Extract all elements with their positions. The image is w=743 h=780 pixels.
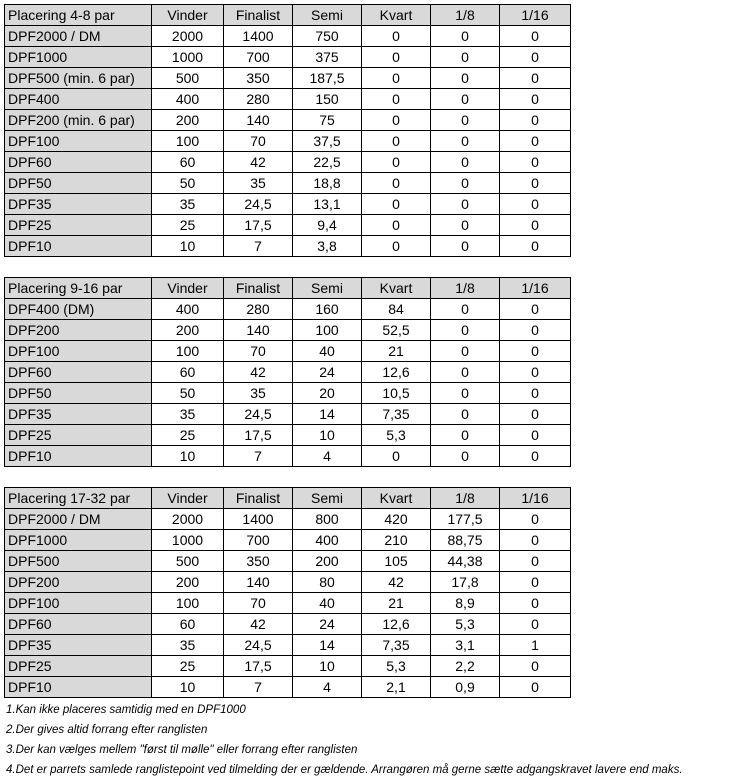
points-cell: 200 bbox=[152, 320, 224, 341]
points-cell: 42 bbox=[224, 614, 293, 635]
table-row bbox=[5, 299, 571, 320]
column-header: Kvart bbox=[362, 5, 431, 26]
points-cell: 210 bbox=[362, 530, 431, 551]
table-row bbox=[5, 635, 571, 656]
table-row bbox=[5, 383, 571, 404]
table-title: Placering 9-16 par bbox=[5, 278, 152, 299]
table-row bbox=[5, 593, 571, 614]
points-cell: 420 bbox=[362, 509, 431, 530]
points-cell: 12,6 bbox=[362, 362, 431, 383]
column-header: Vinder bbox=[152, 278, 224, 299]
points-cell: 75 bbox=[293, 110, 362, 131]
tournament-name: DPF50 bbox=[5, 173, 152, 194]
points-cell: 42 bbox=[224, 152, 293, 173]
points-cell: 0 bbox=[431, 362, 500, 383]
points-cell: 0 bbox=[362, 446, 431, 467]
points-cell: 0 bbox=[500, 677, 571, 698]
points-cell: 40 bbox=[293, 593, 362, 614]
table-row bbox=[5, 173, 571, 194]
tournament-name: DPF35 bbox=[5, 404, 152, 425]
tournament-name: DPF100 bbox=[5, 341, 152, 362]
tournament-name: DPF25 bbox=[5, 215, 152, 236]
points-cell: 140 bbox=[224, 110, 293, 131]
points-cell: 0 bbox=[500, 551, 571, 572]
points-cell: 0 bbox=[500, 572, 571, 593]
points-cell: 0 bbox=[431, 47, 500, 68]
table-row bbox=[5, 656, 571, 677]
points-cell: 0 bbox=[431, 404, 500, 425]
points-cell: 1400 bbox=[224, 509, 293, 530]
points-cell: 60 bbox=[152, 152, 224, 173]
tournament-name: DPF60 bbox=[5, 362, 152, 383]
points-cell: 14 bbox=[293, 635, 362, 656]
points-cell: 0 bbox=[500, 194, 571, 215]
points-cell: 0 bbox=[431, 446, 500, 467]
tournament-name: DPF200 (min. 6 par) bbox=[5, 110, 152, 131]
points-cell: 0 bbox=[500, 89, 571, 110]
points-cell: 60 bbox=[152, 614, 224, 635]
table-row bbox=[5, 320, 571, 341]
points-cell: 350 bbox=[224, 551, 293, 572]
table-row bbox=[5, 215, 571, 236]
column-header: 1/8 bbox=[431, 278, 500, 299]
points-cell: 2,1 bbox=[362, 677, 431, 698]
points-cell: 2,2 bbox=[431, 656, 500, 677]
header-row bbox=[5, 488, 571, 509]
tournament-name: DPF25 bbox=[5, 656, 152, 677]
table-row bbox=[5, 26, 571, 47]
tournament-name: DPF35 bbox=[5, 635, 152, 656]
points-cell: 187,5 bbox=[293, 68, 362, 89]
points-cell: 18,8 bbox=[293, 173, 362, 194]
points-cell: 37,5 bbox=[293, 131, 362, 152]
tournament-name: DPF25 bbox=[5, 425, 152, 446]
points-cell: 40 bbox=[293, 341, 362, 362]
tournament-name: DPF100 bbox=[5, 593, 152, 614]
points-cell: 0 bbox=[362, 68, 431, 89]
points-cell: 50 bbox=[152, 173, 224, 194]
points-cell: 0 bbox=[362, 131, 431, 152]
points-cell: 10,5 bbox=[362, 383, 431, 404]
footnote-2: 2.Der gives altid forrang efter ranglisten bbox=[6, 724, 208, 736]
points-cell: 84 bbox=[362, 299, 431, 320]
tournament-name: DPF2000 / DM bbox=[5, 509, 152, 530]
points-cell: 0 bbox=[500, 341, 571, 362]
table-row bbox=[5, 236, 571, 257]
table-row bbox=[5, 614, 571, 635]
column-header: Kvart bbox=[362, 488, 431, 509]
points-cell: 10 bbox=[293, 656, 362, 677]
points-cell: 0 bbox=[431, 152, 500, 173]
points-cell: 52,5 bbox=[362, 320, 431, 341]
points-cell: 100 bbox=[152, 131, 224, 152]
column-header: Semi bbox=[293, 5, 362, 26]
footnote-4: 4.Det er parrets samlede ranglistepoint ved tilmelding der er gældende. Arrangøren må gerne sætte adgangskravet lavere end maks. bbox=[6, 764, 683, 776]
column-header: Finalist bbox=[224, 5, 293, 26]
points-cell: 4 bbox=[293, 446, 362, 467]
points-cell: 24,5 bbox=[224, 635, 293, 656]
points-cell: 0 bbox=[431, 131, 500, 152]
points-cell: 0 bbox=[362, 173, 431, 194]
points-cell: 0 bbox=[362, 26, 431, 47]
column-header: Kvart bbox=[362, 278, 431, 299]
points-cell: 200 bbox=[293, 551, 362, 572]
points-table-9-16 bbox=[4, 277, 571, 467]
points-cell: 160 bbox=[293, 299, 362, 320]
footnotes bbox=[6, 700, 683, 780]
points-cell: 7 bbox=[224, 236, 293, 257]
tournament-name: DPF10 bbox=[5, 677, 152, 698]
points-cell: 5,3 bbox=[362, 425, 431, 446]
points-cell: 0 bbox=[500, 530, 571, 551]
points-cell: 0 bbox=[500, 446, 571, 467]
points-cell: 0 bbox=[362, 215, 431, 236]
points-table-4-8 bbox=[4, 4, 571, 257]
tournament-name: DPF60 bbox=[5, 152, 152, 173]
column-header: Finalist bbox=[224, 278, 293, 299]
points-cell: 0 bbox=[431, 173, 500, 194]
header-row bbox=[5, 5, 571, 26]
tournament-name: DPF60 bbox=[5, 614, 152, 635]
points-cell: 0 bbox=[431, 299, 500, 320]
points-cell: 0 bbox=[500, 299, 571, 320]
tournament-name: DPF50 bbox=[5, 383, 152, 404]
tournament-name: DPF200 bbox=[5, 572, 152, 593]
points-cell: 10 bbox=[152, 677, 224, 698]
points-cell: 44,38 bbox=[431, 551, 500, 572]
points-cell: 400 bbox=[293, 530, 362, 551]
points-cell: 0 bbox=[500, 68, 571, 89]
header-row bbox=[5, 278, 571, 299]
footnote-1: 1.Kan ikke placeres samtidig med en DPF1000 bbox=[6, 704, 246, 716]
points-cell: 0 bbox=[362, 47, 431, 68]
points-cell: 20 bbox=[293, 383, 362, 404]
points-cell: 105 bbox=[362, 551, 431, 572]
points-cell: 60 bbox=[152, 362, 224, 383]
table-title: Placering 17-32 par bbox=[5, 488, 152, 509]
table-row bbox=[5, 68, 571, 89]
table-row bbox=[5, 572, 571, 593]
points-cell: 200 bbox=[152, 572, 224, 593]
points-cell: 500 bbox=[152, 68, 224, 89]
table-row bbox=[5, 131, 571, 152]
table-row bbox=[5, 425, 571, 446]
points-cell: 0 bbox=[431, 68, 500, 89]
points-cell: 400 bbox=[152, 89, 224, 110]
points-cell: 0 bbox=[500, 26, 571, 47]
points-cell: 35 bbox=[224, 383, 293, 404]
table-row bbox=[5, 551, 571, 572]
tournament-name: DPF10 bbox=[5, 236, 152, 257]
table-row bbox=[5, 530, 571, 551]
points-cell: 35 bbox=[152, 404, 224, 425]
table-title: Placering 4-8 par bbox=[5, 5, 152, 26]
column-header: Finalist bbox=[224, 488, 293, 509]
points-cell: 10 bbox=[293, 425, 362, 446]
table-row bbox=[5, 89, 571, 110]
table-row bbox=[5, 152, 571, 173]
points-cell: 10 bbox=[152, 446, 224, 467]
points-cell: 25 bbox=[152, 215, 224, 236]
points-cell: 13,1 bbox=[293, 194, 362, 215]
points-cell: 25 bbox=[152, 656, 224, 677]
points-cell: 24,5 bbox=[224, 404, 293, 425]
tournament-name: DPF500 (min. 6 par) bbox=[5, 68, 152, 89]
points-cell: 1000 bbox=[152, 47, 224, 68]
points-cell: 0 bbox=[362, 152, 431, 173]
points-cell: 0 bbox=[431, 26, 500, 47]
points-cell: 375 bbox=[293, 47, 362, 68]
points-cell: 0 bbox=[500, 320, 571, 341]
tournament-name: DPF35 bbox=[5, 194, 152, 215]
points-cell: 88,75 bbox=[431, 530, 500, 551]
points-cell: 14 bbox=[293, 404, 362, 425]
points-cell: 700 bbox=[224, 530, 293, 551]
points-cell: 0 bbox=[431, 236, 500, 257]
column-header: 1/8 bbox=[431, 5, 500, 26]
points-cell: 17,5 bbox=[224, 215, 293, 236]
points-cell: 0 bbox=[431, 89, 500, 110]
points-cell: 500 bbox=[152, 551, 224, 572]
points-cell: 150 bbox=[293, 89, 362, 110]
points-cell: 140 bbox=[224, 320, 293, 341]
points-cell: 12,6 bbox=[362, 614, 431, 635]
points-cell: 100 bbox=[152, 593, 224, 614]
points-cell: 0 bbox=[500, 173, 571, 194]
points-cell: 35 bbox=[152, 635, 224, 656]
tournament-name: DPF10 bbox=[5, 446, 152, 467]
points-cell: 280 bbox=[224, 299, 293, 320]
points-cell: 5,3 bbox=[431, 614, 500, 635]
points-cell: 0 bbox=[431, 425, 500, 446]
tournament-name: DPF1000 bbox=[5, 47, 152, 68]
points-cell: 7,35 bbox=[362, 404, 431, 425]
points-cell: 17,5 bbox=[224, 656, 293, 677]
points-cell: 1400 bbox=[224, 26, 293, 47]
points-cell: 42 bbox=[362, 572, 431, 593]
column-header: 1/8 bbox=[431, 488, 500, 509]
points-cell: 0 bbox=[500, 509, 571, 530]
points-cell: 0 bbox=[431, 320, 500, 341]
points-cell: 22,5 bbox=[293, 152, 362, 173]
points-cell: 0 bbox=[500, 152, 571, 173]
points-cell: 50 bbox=[152, 383, 224, 404]
tournament-name: DPF1000 bbox=[5, 530, 152, 551]
points-cell: 0 bbox=[362, 194, 431, 215]
points-cell: 0 bbox=[500, 362, 571, 383]
points-cell: 200 bbox=[152, 110, 224, 131]
points-cell: 0 bbox=[362, 89, 431, 110]
points-cell: 0,9 bbox=[431, 677, 500, 698]
points-cell: 140 bbox=[224, 572, 293, 593]
column-header: Semi bbox=[293, 278, 362, 299]
tournament-name: DPF2000 / DM bbox=[5, 26, 152, 47]
footnote-3: 3.Der kan vælges mellem "først til mølle" eller forrang efter ranglisten bbox=[6, 744, 358, 756]
points-cell: 0 bbox=[431, 110, 500, 131]
column-header: 1/16 bbox=[500, 5, 571, 26]
points-cell: 24 bbox=[293, 362, 362, 383]
points-cell: 24,5 bbox=[224, 194, 293, 215]
points-cell: 17,5 bbox=[224, 425, 293, 446]
table-row bbox=[5, 110, 571, 131]
points-cell: 0 bbox=[500, 47, 571, 68]
points-cell: 21 bbox=[362, 593, 431, 614]
table-row bbox=[5, 446, 571, 467]
points-cell: 35 bbox=[224, 173, 293, 194]
points-cell: 24 bbox=[293, 614, 362, 635]
points-cell: 177,5 bbox=[431, 509, 500, 530]
points-cell: 0 bbox=[431, 383, 500, 404]
points-cell: 0 bbox=[362, 110, 431, 131]
points-cell: 100 bbox=[152, 341, 224, 362]
points-cell: 7,35 bbox=[362, 635, 431, 656]
tournament-name: DPF100 bbox=[5, 131, 152, 152]
points-cell: 0 bbox=[500, 656, 571, 677]
points-cell: 70 bbox=[224, 341, 293, 362]
points-cell: 350 bbox=[224, 68, 293, 89]
points-cell: 2000 bbox=[152, 26, 224, 47]
column-header: Vinder bbox=[152, 488, 224, 509]
tournament-name: DPF500 bbox=[5, 551, 152, 572]
points-cell: 7 bbox=[224, 446, 293, 467]
points-cell: 0 bbox=[431, 194, 500, 215]
points-cell: 0 bbox=[500, 404, 571, 425]
table-row bbox=[5, 677, 571, 698]
points-cell: 0 bbox=[500, 110, 571, 131]
points-cell: 21 bbox=[362, 341, 431, 362]
points-cell: 35 bbox=[152, 194, 224, 215]
points-cell: 5,3 bbox=[362, 656, 431, 677]
points-cell: 0 bbox=[500, 383, 571, 404]
points-cell: 42 bbox=[224, 362, 293, 383]
points-cell: 0 bbox=[500, 614, 571, 635]
points-cell: 10 bbox=[152, 236, 224, 257]
tournament-name: DPF200 bbox=[5, 320, 152, 341]
points-cell: 80 bbox=[293, 572, 362, 593]
points-table-17-32 bbox=[4, 487, 571, 698]
column-header: Vinder bbox=[152, 5, 224, 26]
points-cell: 3,1 bbox=[431, 635, 500, 656]
table-row bbox=[5, 362, 571, 383]
points-cell: 0 bbox=[431, 341, 500, 362]
points-cell: 17,8 bbox=[431, 572, 500, 593]
points-cell: 800 bbox=[293, 509, 362, 530]
column-header: 1/16 bbox=[500, 488, 571, 509]
points-cell: 3,8 bbox=[293, 236, 362, 257]
tournament-name: DPF400 bbox=[5, 89, 152, 110]
points-cell: 0 bbox=[500, 236, 571, 257]
column-header: Semi bbox=[293, 488, 362, 509]
tournament-name: DPF400 (DM) bbox=[5, 299, 152, 320]
table-row bbox=[5, 341, 571, 362]
points-cell: 0 bbox=[500, 425, 571, 446]
table-row bbox=[5, 47, 571, 68]
table-row bbox=[5, 509, 571, 530]
points-cell: 400 bbox=[152, 299, 224, 320]
points-cell: 9,4 bbox=[293, 215, 362, 236]
points-cell: 1000 bbox=[152, 530, 224, 551]
points-cell: 750 bbox=[293, 26, 362, 47]
points-cell: 8,9 bbox=[431, 593, 500, 614]
table-row bbox=[5, 194, 571, 215]
table-row bbox=[5, 404, 571, 425]
points-cell: 280 bbox=[224, 89, 293, 110]
points-cell: 70 bbox=[224, 131, 293, 152]
column-header: 1/16 bbox=[500, 278, 571, 299]
points-cell: 4 bbox=[293, 677, 362, 698]
points-cell: 0 bbox=[500, 131, 571, 152]
points-cell: 100 bbox=[293, 320, 362, 341]
points-cell: 0 bbox=[362, 236, 431, 257]
points-cell: 0 bbox=[500, 215, 571, 236]
points-cell: 1 bbox=[500, 635, 571, 656]
points-cell: 2000 bbox=[152, 509, 224, 530]
points-cell: 700 bbox=[224, 47, 293, 68]
points-cell: 25 bbox=[152, 425, 224, 446]
points-cell: 7 bbox=[224, 677, 293, 698]
points-cell: 0 bbox=[431, 215, 500, 236]
points-cell: 70 bbox=[224, 593, 293, 614]
points-cell: 0 bbox=[500, 593, 571, 614]
